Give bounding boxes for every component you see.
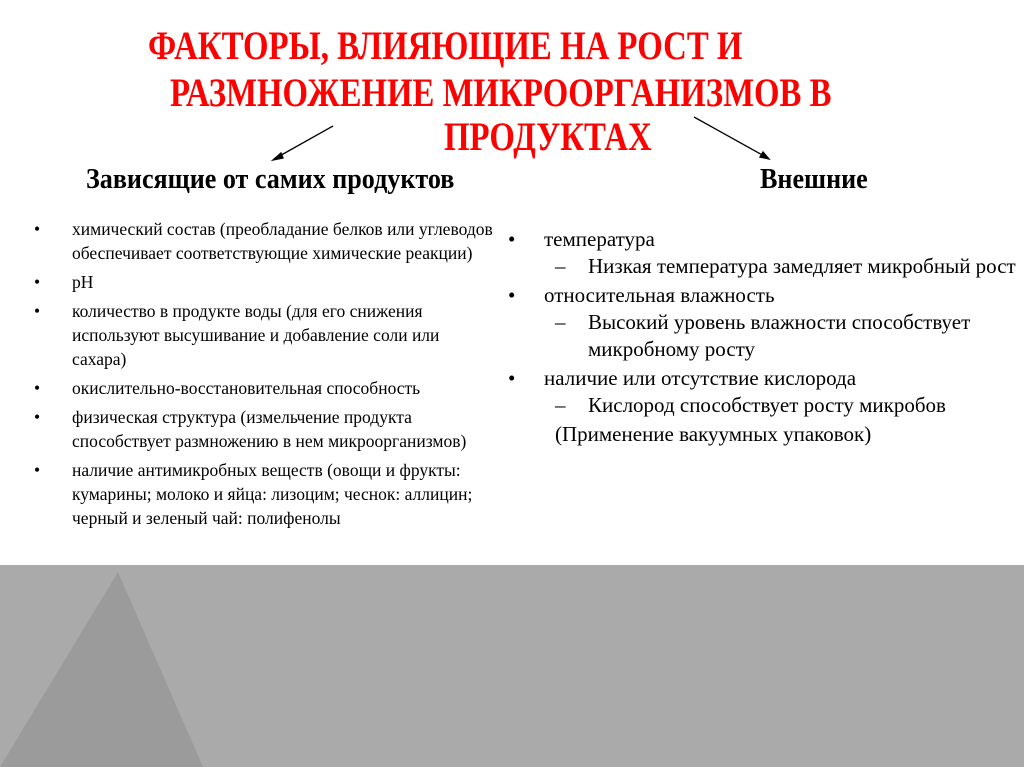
arrow-right-icon xyxy=(694,117,769,159)
internal-factors-list xyxy=(34,217,494,535)
list-item: • химический состав (преобладание белков или углеводов обеспечивает соответствующие химические реакции) xyxy=(34,217,494,265)
list-item: • наличие или отсутствие кислорода xyxy=(508,365,1024,392)
heading-external-factors: Внешние xyxy=(760,163,868,195)
list-item: • физическая структура (измельчение продукта способствует размножению в нем микроорганизмов) xyxy=(34,405,494,453)
title-line-3: ПРОДУКТАХ xyxy=(444,114,652,159)
list-item: • температура xyxy=(508,226,1024,253)
list-item: • относительная влажность xyxy=(508,282,1024,309)
title-line-2: РАЗМНОЖЕНИЕ МИКРООРГАНИЗМОВ В xyxy=(170,70,832,115)
heading-internal-factors: Зависящие от самих продуктов xyxy=(86,163,455,195)
title-line-1: ФАКТОРЫ, ВЛИЯЮЩИЕ НА РОСТ И xyxy=(148,23,743,68)
list-item: • окислительно-восстановительная способность xyxy=(34,376,494,400)
list-item: • наличие антимикробных веществ (овощи и фрукты: кумарины; молоко и яйца: лизоцим; чеснок: аллицин; черный и зеленый чай: полифенолы xyxy=(34,458,494,530)
sub-list-item: – Кислород способствует росту микробов xyxy=(508,392,1024,419)
list-item: • pH xyxy=(34,270,494,294)
sub-list-item: – Низкая температура замедляет микробный рост xyxy=(508,253,1024,280)
list-item: • количество в продукте воды (для его снижения используют высушивание и добавление соли или сахара) xyxy=(34,299,494,371)
arrow-left-icon xyxy=(273,126,333,160)
external-factors-list xyxy=(508,224,1024,448)
note: (Применение вакуумных упаковок) xyxy=(555,422,872,446)
sub-list-item: – Высокий уровень влажности способствует микробному росту xyxy=(508,309,1024,363)
